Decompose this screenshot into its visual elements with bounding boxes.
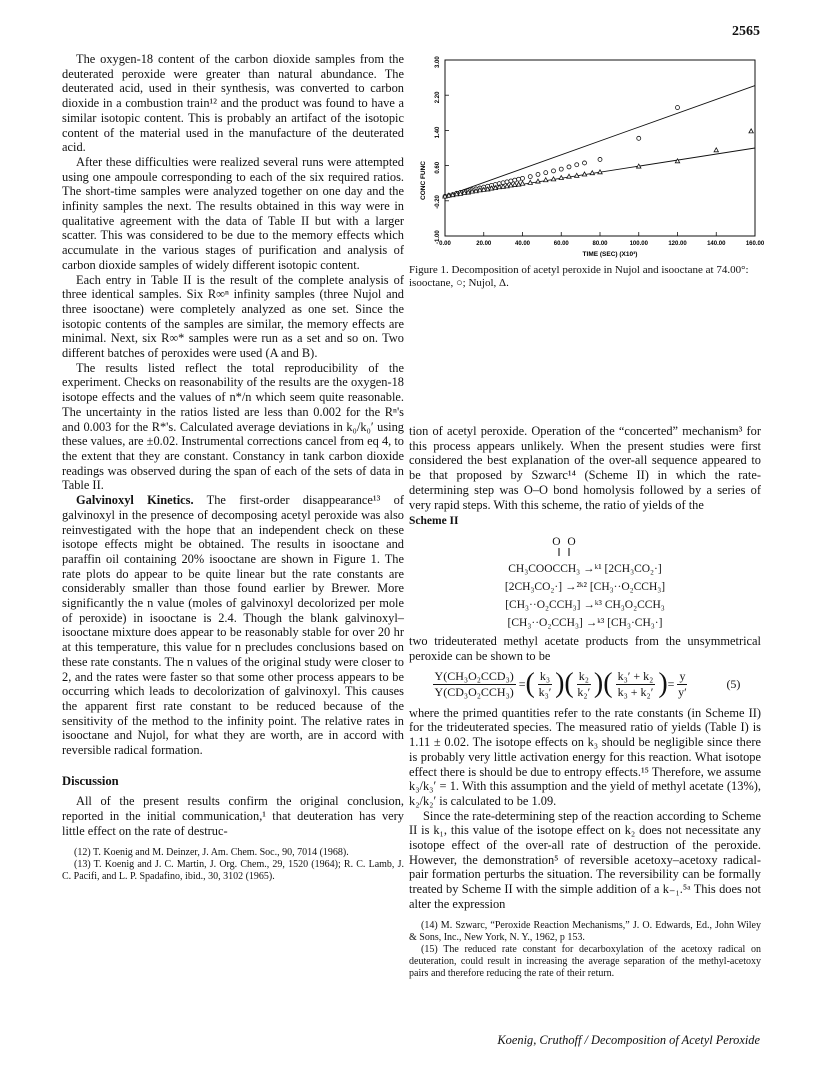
y-tick-label: 3.00 xyxy=(435,56,441,68)
eq-denominator: k₂′ xyxy=(577,685,591,700)
eq-numerator: k₃ xyxy=(539,669,551,684)
x-tick-label: 140.00 xyxy=(707,241,726,247)
nujol-point xyxy=(551,177,555,181)
nujol-point xyxy=(675,159,679,163)
left-column xyxy=(62,52,404,883)
footnote: (13) T. Koenig and J. C. Martin, J. Org. Chem., 29, 1520 (1964); R. C. Lamb, J. C. Pacifi, and L. P. Spadafino, ibid., 30, 3102 (1965). xyxy=(62,858,404,882)
equation-5: $\frac{\text{Y(CH₃O₂CCD₃)}}{\text{Y(CD₃O₂CCH₃)}}$ = ( $\frac{\text{k₃}}{\text{k₃′}}$ )( $\frac{\text{k₂}}{\text{k₂′}}$ )( $\frac{\text{k₃′ + k₂}}{\text{k₃ + k₂′}}$ ) = $\frac{y}{y'}$ (5) xyxy=(434,668,741,700)
x-tick-label: 120.00 xyxy=(668,241,687,247)
x-tick-label: 60.00 xyxy=(553,241,569,247)
figure-1-plot xyxy=(405,40,765,270)
eq-yield-ratio xyxy=(433,669,516,699)
nujol-point xyxy=(590,171,594,175)
footnote: (15) The reduced rate constant for decarboxylation of the acetoxy radical on deuteration, could result in increasing the average separation of the methyl-acetoxy pairs and therefore reducing the rate of their return. xyxy=(409,943,761,979)
isooctane-point xyxy=(528,175,532,179)
nujol-point xyxy=(575,173,579,177)
eq-denominator: k₃′ xyxy=(538,685,552,700)
y-tick-label: -0.20 xyxy=(435,195,441,209)
plot-frame xyxy=(445,60,755,236)
nujol-point xyxy=(637,164,641,168)
footnote: (14) M. Szwarc, “Peroxide Reaction Mechanisms,” J. O. Edwards, Ed., John Wiley & Sons, Inc., New York, N. Y., 1962, p 153. xyxy=(409,919,761,943)
scheme-step: [CH₃··O₂CCH₃] →ᵏ³ CH₃O₂CCH₃ xyxy=(505,598,665,611)
figure-1 xyxy=(405,40,765,270)
nujol-point xyxy=(749,129,753,133)
y-tick-label: 1.40 xyxy=(435,126,441,139)
footnotes-right xyxy=(409,920,761,980)
nujol-point xyxy=(714,148,718,152)
isooctane-point xyxy=(521,176,525,180)
nujol-point xyxy=(598,170,602,174)
eq-denominator: k₃ + k₂′ xyxy=(617,685,654,700)
isooctane-point xyxy=(517,177,521,181)
isooctane-point xyxy=(583,161,587,165)
eq-denominator: Y(CD₃O₂CCH₃) xyxy=(434,685,514,700)
footnote: (12) T. Koenig and M. Deinzer, J. Am. Chem. Soc., 90, 7014 (1968). xyxy=(74,846,349,858)
isooctane-point xyxy=(513,178,517,182)
paragraph-galvinoxyl xyxy=(62,493,404,758)
scheme-carbonyl-o: O O xyxy=(552,535,578,548)
running-footer: Koenig, Cruthoff / Decomposition of Acetyl Peroxide xyxy=(497,1033,760,1047)
paragraph: tion of acetyl peroxide. Operation of the “concerted” mechanism³ for this process appears unlikely. When the present studies were first considered the best explanation of the over-all sequence appeared to be that proposed by Szwarc¹⁴ (Scheme II) in which the rate-determining step was O–O bond homolysis followed by a series of very rapid steps. With this scheme, the ratio of yields of the xyxy=(409,424,761,512)
eq-y-ratio xyxy=(677,669,687,699)
nujol-point xyxy=(582,172,586,176)
x-tick-label: 80.00 xyxy=(592,241,608,247)
isooctane-point xyxy=(598,157,602,161)
x-tick-label: 160.00 xyxy=(745,241,765,247)
paragraph: Since the rate-determining step of the reaction according to Scheme II is k₁, this value of the isotope effect on k₂ does not necessitate any isotope effect of the over-all rate of destruction of the peroxide. However, the demonstration⁵ of reversible acetoxy–acetoxy radical-pair formation perturbs the situation. The reversibility can be formally treated by Scheme II with the simple addition of a k₋₁.⁵ᵃ This does not alter the expression xyxy=(409,808,761,911)
paragraph: The oxygen-18 content of the carbon dioxide samples from the deuterated peroxide were greater than natural abundance. The deuterated acid, used in their synthesis, was converted to carbon dioxide in a combustion train¹² and the product was found to have a similar isotopic content. This is probably an artifact of the isotopic content of the material used in the manufacture of the deuterated acid. xyxy=(62,52,404,155)
y-tick-label: 2.20 xyxy=(435,91,441,104)
eq-denominator: y′ xyxy=(678,685,687,700)
y-tick-label: 0.60 xyxy=(435,161,441,174)
nujol-point xyxy=(520,181,524,185)
eq-numerator: y xyxy=(679,669,686,684)
footnotes-left xyxy=(62,847,404,883)
page-number: 2565 xyxy=(732,24,760,39)
paragraph: where the primed quantities refer to the rate constants (in Scheme II) for the trideuterated species. The measured ratio of yields (Table I) is 1.11 ± 0.02. The isotope effects on k₃ should be negligible since there is probably very little activation energy for this reaction. What isotope effect there is should be due to entropy effects.¹⁵ Therefore, we assume k₃/k₃′ = 1. With this assumption and the yield of methyl acetate (13%), k₂/k₂′ is calculated to be 1.09. xyxy=(409,705,761,808)
eq-numerator: k₃′ + k₂ xyxy=(617,669,654,684)
nujol-point xyxy=(559,176,563,180)
isooctane-point xyxy=(575,163,579,167)
eq-numerator: k₂ xyxy=(578,669,589,684)
x-tick-label: 100.00 xyxy=(629,241,648,247)
isooctane-point xyxy=(552,169,556,173)
nujol-point xyxy=(536,179,540,183)
eq-k2-ratio xyxy=(577,669,591,699)
y-axis-label: CONC FUNC xyxy=(420,161,427,200)
x-tick-label: 40.00 xyxy=(514,241,531,247)
scheme-carbonyl-bonds: ‖ ‖ xyxy=(557,546,573,559)
y-tick-label: -1.00 xyxy=(435,230,441,244)
scheme-ii xyxy=(409,535,761,630)
x-tick-label: 0.00 xyxy=(439,241,451,247)
paragraph: All of the present results confirm the original conclusion, reported in the initial communication,¹ that deuteration has very little effect on the rate of destruc- xyxy=(62,794,404,838)
isooctane-point xyxy=(544,171,548,175)
scheme-step: [CH₃··O₂CCH₃] →ᵏ³ [CH₃·CH₃·] xyxy=(507,616,663,629)
nujol-point xyxy=(528,180,532,184)
section-heading-discussion: Discussion xyxy=(62,773,119,788)
section-runin-heading: Galvinoxyl Kinetics. xyxy=(76,493,194,508)
scheme-step: [2CH₃CO₂·] →²ᵏ² [CH₃··O₂CCH₃] xyxy=(504,580,666,593)
isooctane-point xyxy=(559,167,563,171)
eq-k3-ratio xyxy=(538,669,552,699)
paragraph: The results listed reflect the total reproducibility of the experiment. Checks on reasonability of the results are the oxygen-18 isotope effects and the values of n*/n which seem quite reasonable. The uncertainty in the ratios listed are less than 0.002 for the Rⁿ's and 0.003 for the R*'s. Calculated average deviations in k₀/k₀′ using these values, are ±0.02. Instrumental corrections cancel from eq 4, to the extent that they are constant. Constancy in tank carbon dioxide readings was observed during the span of each of the sets of data in Table II. xyxy=(62,360,404,493)
eq-sum-ratio xyxy=(616,669,656,699)
isooctane-point xyxy=(536,172,540,176)
eq-numerator: Y(CH₃O₂CCD₃) xyxy=(434,669,514,684)
isooctane-point xyxy=(637,136,641,140)
right-column xyxy=(409,424,761,980)
isooctane-point xyxy=(567,165,571,169)
scheme-step: CH₃COOCCH₃ →ᵏ¹ [2CH₃CO₂·] xyxy=(508,562,662,575)
fit-line-isooctane xyxy=(445,86,755,197)
x-axis-label: TIME (SEC) (X10³) xyxy=(582,251,638,258)
scheme-title: Scheme II xyxy=(409,515,459,528)
equation-number: (5) xyxy=(726,677,741,692)
paragraph: Each entry in Table II is the result of the complete analysis of three identical samples. Six R∞ⁿ infinity samples (three Nujol and three isooctane) were completely analyzed as one set. Since the isotopic contents of the samples are similar, the memory effects are minimal. Next, six R∞* samples were run as a set and so on. Two different batches of peroxides were used (A and B). xyxy=(62,272,404,361)
paragraph-text: The first-order disappearance¹³ of galvinoxyl in the presence of decomposing acetyl peroxide was also reinvestigated with the hope that an independent check on these isotope effects might be obtained. The results in isooctane and paraffin oil containing 20% isooctane are shown in Figure 1. The rate plots do appear to be quite linear but the rate constants are considerably smaller than those found earlier by Brewer. More significantly the n value (moles of galvinoxyl decolorized per mole of peroxide) in isooctane is 2.4. Though the blank galvinoxyl–isooctane mixture does appear to be reasonably stable for over 20 hr at this temperature, this value for n precludes conclusions based on these rate constants. The n values of the original study were closer to 2, and the rates were faster so that some other process appears to be occurring which leads to decolorization of galvinoxyl. This causes the apparent first rate constant to be reduced because of the sensitivity of the method to the infinity point. The relative rates in isooctane and Nujol, for what they are worth, are in accord with reversible radical formation. xyxy=(62,493,404,758)
nujol-point xyxy=(567,174,571,178)
figure-caption: Figure 1. Decomposition of acetyl peroxide in Nujol and isooctane at 74.00°: isooctane, ○; Nujol, Δ. xyxy=(409,264,749,289)
nujol-point xyxy=(544,178,548,182)
isooctane-point xyxy=(676,106,680,110)
x-tick-label: 20.00 xyxy=(476,241,492,247)
paragraph: After these difficulties were realized several runs were attempted using one ampoule corresponding to each of the six required ratios. The short-time samples were analyzed together on one day and the infinity samples the next. The results obtained in this way were in qualitative agreement with the data of Table II but with a larger scatter. This was considered to be due to the memory effects which accumulate in the various stages of purification and analysis of carbon dioxide samples of widely different isotopic content. xyxy=(62,154,404,272)
paragraph: two trideuterated methyl acetate products from the unsymmetrical peroxide can be shown to be xyxy=(409,633,761,663)
